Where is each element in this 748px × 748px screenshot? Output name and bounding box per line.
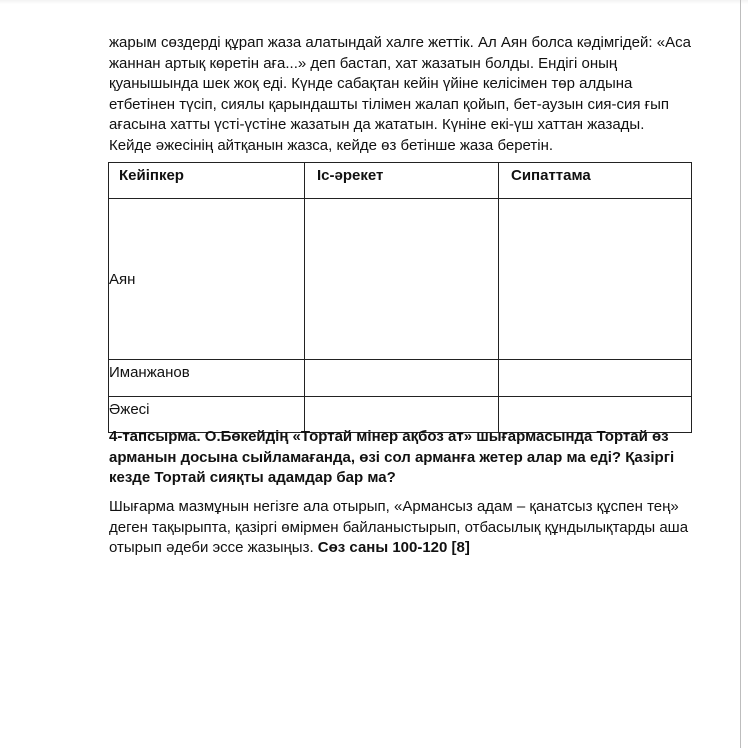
header-action: Іс-әрекет: [305, 163, 499, 199]
intro-line: жарым сөздерді құрап жаза алатындай халге жеттік. Ал Аян болса кәдімгідей: «Аса: [109, 34, 691, 51]
essay-line: Шығарма мазмұнын негізге ала отырып, «Армансыз адам – қанатсыз құспен тең»: [109, 498, 679, 515]
page-right-edge: [740, 0, 741, 748]
header-description: Сипаттама: [499, 163, 692, 199]
task-line: кезде Тортай сияқты адамдар бар ма?: [109, 469, 396, 486]
character-name-cell: Иманжанов: [109, 360, 305, 397]
essay-line: деген тақырыпта, қазіргі өмірмен байланыстырып, отбасылық құндылықтарды аша: [109, 518, 689, 536]
header-character: Кейіпкер: [109, 163, 305, 199]
task-line: арманын досына сыйламағанда, өзі сол арманға жетер алар ма еді? Қазіргі: [109, 448, 675, 466]
page-top-shadow: [0, 0, 748, 4]
intro-paragraph: [109, 33, 709, 156]
essay-instruction: [109, 497, 721, 559]
description-cell: [499, 199, 692, 360]
task-line: 4-тапсырма. О.Бөкейдің «Тортай мінер ақбоз ат» шығармасында Тортай өз: [109, 428, 669, 445]
action-cell: [305, 360, 499, 397]
table-header-row: [109, 163, 692, 199]
essay-line-last: [109, 538, 721, 559]
intro-line: Кейде әжесінің айтқанын жазса, кейде өз бетінше жаза беретін.: [109, 136, 554, 154]
task-4-question: [109, 427, 721, 489]
action-cell: [305, 199, 499, 360]
description-cell: [499, 360, 692, 397]
intro-line: етбетінен түсіп, сиялы қарындашты тілімен жалап қойып, бет-аузын сия-сия ғып: [109, 95, 670, 113]
character-table: [108, 162, 692, 433]
table-row: [109, 360, 692, 397]
table-row: [109, 199, 692, 360]
essay-line-text: отырып әдеби эссе жазыңыз.: [109, 539, 318, 556]
intro-line: жаннан артық көретін аға...» деп бастап, хат жазатын болды. Ендігі оның: [109, 54, 618, 72]
word-count-note: Сөз саны 100-120 [8]: [317, 539, 470, 556]
intro-line: қуанышында шек жоқ еді. Күнде сабақтан кейін үйіне келісімен төр алдына: [109, 75, 633, 92]
intro-line: ағасына хатты үсті-үстіне жазатын да жататын. Күніне екі-үш хаттан жазады.: [109, 116, 645, 133]
character-name-cell: Әжесі: [109, 397, 305, 433]
character-name-cell: Аян: [109, 199, 305, 360]
